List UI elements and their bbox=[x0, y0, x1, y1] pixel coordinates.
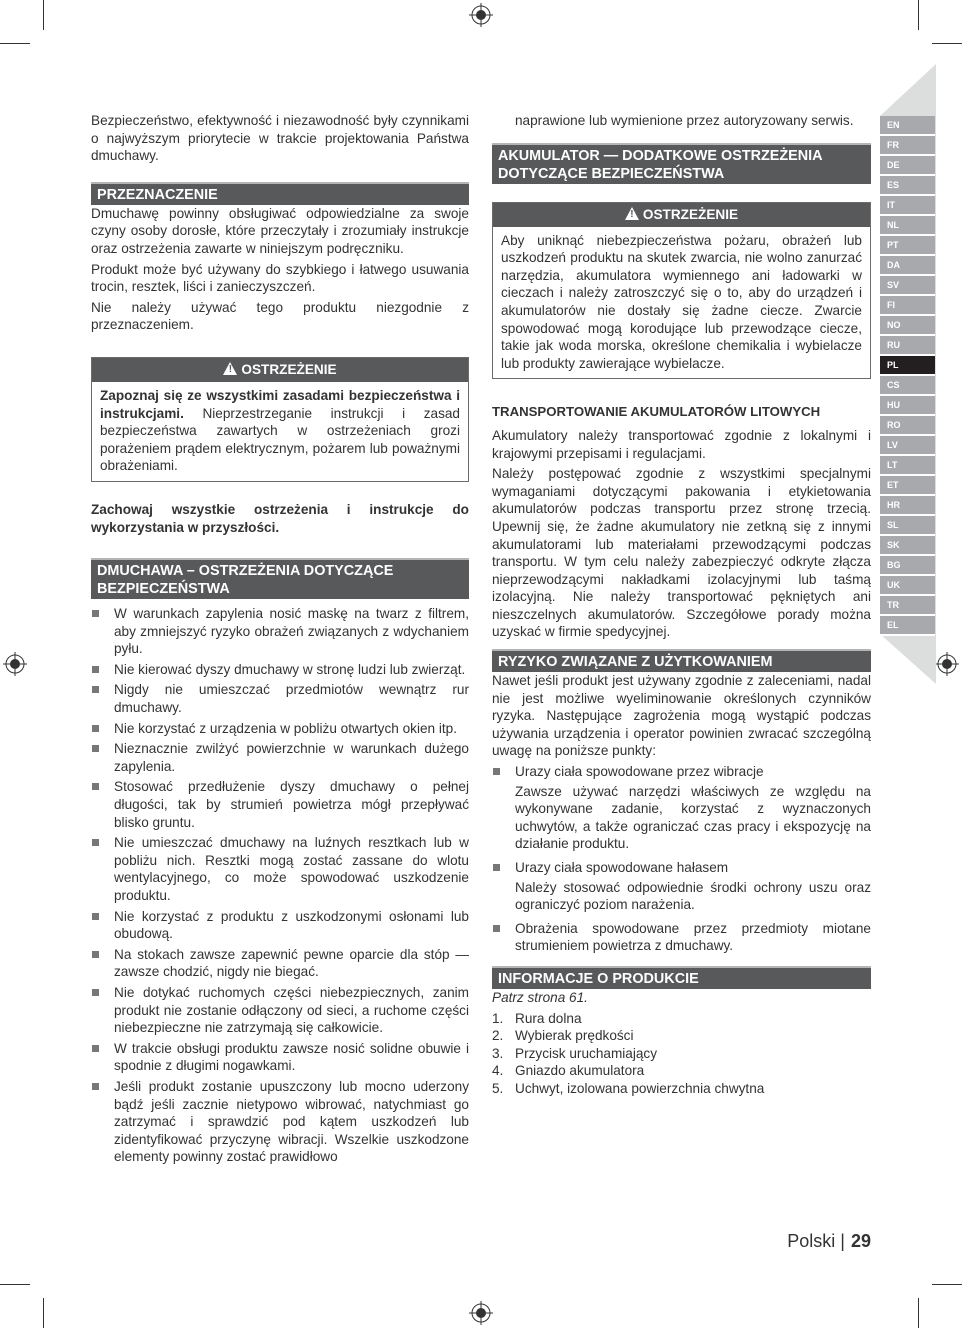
warning-body bbox=[92, 382, 468, 481]
warning-triangle-icon: ! bbox=[625, 207, 639, 220]
registration-mark-icon bbox=[3, 652, 27, 676]
list-item bbox=[492, 1045, 871, 1063]
list-item bbox=[492, 859, 871, 914]
list-item: Nigdy nie umieszczać przedmiotów wewnątrz rur dmuchawy. bbox=[91, 681, 469, 716]
warning-bold-text: Zapoznaj się ze wszystkimi zasadami bezpieczeństwa i instrukcjami. bbox=[100, 387, 460, 421]
crop-mark bbox=[932, 1284, 962, 1285]
list-item bbox=[492, 1062, 871, 1080]
paragraph: Nie należy używać tego produktu niezgodnie z przeznaczeniem. bbox=[91, 299, 469, 333]
warning-body bbox=[493, 227, 870, 379]
item-number: 3. bbox=[492, 1045, 504, 1061]
list-item: Nie korzystać z urządzenia w pobliżu otwartych okien itp. bbox=[91, 720, 469, 738]
crop-mark bbox=[43, 1298, 44, 1328]
language-tab-et[interactable]: ET bbox=[880, 476, 935, 496]
language-tab-hr[interactable]: HR bbox=[880, 496, 935, 516]
item-number: 4. bbox=[492, 1063, 504, 1079]
list-item bbox=[492, 763, 871, 853]
risk-title: Urazy ciała spowodowane hałasem bbox=[515, 860, 729, 875]
product-parts-list bbox=[492, 1010, 871, 1098]
item-label: Uchwyt, izolowana powierzchnia chwytna bbox=[515, 1080, 765, 1096]
page-number: 29 bbox=[850, 1231, 871, 1251]
section-heading-informacje: INFORMACJE O PRODUKCIE bbox=[492, 966, 871, 989]
crop-mark bbox=[0, 1284, 30, 1285]
continued-paragraph: naprawione lub wymienione przez autoryzowany serwis. bbox=[515, 113, 854, 128]
footer-language: Polski | bbox=[787, 1231, 845, 1251]
language-tabs bbox=[880, 116, 935, 636]
language-tab-en[interactable]: EN bbox=[880, 116, 935, 136]
list-item bbox=[492, 920, 871, 955]
language-tab-no[interactable]: NO bbox=[880, 316, 935, 336]
crop-mark bbox=[932, 43, 962, 44]
warning-title: OSTRZEŻENIE bbox=[241, 361, 337, 377]
paragraph: Dmuchawę powinny obsługiwać odpowiedzialne za swoje czyny osoby dorosłe, które przeczytały i zrozumiały instrukcje oraz ostrzeżenia zawarte w niniejszym podręczniku. bbox=[91, 205, 469, 256]
language-tab-tr[interactable]: TR bbox=[880, 596, 935, 616]
language-tab-bg[interactable]: BG bbox=[880, 556, 935, 576]
language-tab-sv[interactable]: SV bbox=[880, 276, 935, 296]
paragraph: Akumulatory należy transportować zgodnie z lokalnymi i krajowymi przepisami i regulacjami. bbox=[492, 427, 871, 461]
warning-text: Aby uniknąć niebezpieczeństwa pożaru, obrażeń lub uszkodzeń produktu na skutek zwarcia, nie wolno zanurzać narzędzia, akumulatora wymiennego ani ładowarki w cieczach i należy zatroszczyć się o to, aby do urządzeń i akumulatorów nie dostały się żadne ciecze. Zwarcie spowodować mogą korodujące lub przewodzące ciecze, takie jak woda morska, określone chemikalia i wybielacze lub produkty zawierające wybielacze. bbox=[501, 232, 862, 371]
warning-box bbox=[492, 202, 871, 380]
keep-instructions: Zachowaj wszystkie ostrzeżenia i instrukcje do wykorzystania w przyszłości. bbox=[91, 501, 469, 535]
language-tab-it[interactable]: IT bbox=[880, 196, 935, 216]
language-tab-sl[interactable]: SL bbox=[880, 516, 935, 536]
language-tab-es[interactable]: ES bbox=[880, 176, 935, 196]
list-item bbox=[492, 1010, 871, 1028]
risk-list bbox=[492, 763, 871, 955]
list-item bbox=[492, 1080, 871, 1098]
crop-mark bbox=[918, 0, 919, 30]
language-tab-fr[interactable]: FR bbox=[880, 136, 935, 156]
right-column bbox=[492, 112, 871, 1098]
safety-list bbox=[91, 605, 469, 1166]
list-item: Stosować przedłużenie dyszy dmuchawy o pełnej długości, tak by strumień powietrza mógł przepływać blisko gruntu. bbox=[91, 778, 469, 831]
language-tab-el[interactable]: EL bbox=[880, 616, 935, 636]
warning-box bbox=[91, 357, 469, 482]
language-tab-hu[interactable]: HU bbox=[880, 396, 935, 416]
language-tab-de[interactable]: DE bbox=[880, 156, 935, 176]
section-heading-przeznaczenie: PRZEZNACZENIE bbox=[91, 182, 469, 205]
crop-mark bbox=[918, 1298, 919, 1328]
language-tab-ru[interactable]: RU bbox=[880, 336, 935, 356]
list-item: Nieznacznie zwilżyć powierzchnie w warunkach dużego zapylenia. bbox=[91, 740, 469, 775]
language-tab-cs[interactable]: CS bbox=[880, 376, 935, 396]
section-heading-ryzyko: RYZYKO ZWIĄZANE Z UŻYTKOWANIEM bbox=[492, 649, 871, 672]
risk-title: Urazy ciała spowodowane przez wibracje bbox=[515, 764, 764, 780]
registration-mark-icon bbox=[469, 1301, 493, 1325]
language-tab-da[interactable]: DA bbox=[880, 256, 935, 276]
list-item: Nie umieszczać dmuchawy na luźnych resztkach lub w pobliżu nich. Resztki mogą zostać zassane do wlotu wentylacyjnego, co może spowodować uszkodzenie produktu. bbox=[91, 834, 469, 904]
crop-mark bbox=[0, 43, 30, 44]
section-heading-dmuchawa: DMUCHAWA – OSTRZEŻENIA DOTYCZĄCE BEZPIECZEŃSTWA bbox=[91, 558, 469, 599]
list-item: W trakcie obsługi produktu zawsze nosić solidne obuwie i spodnie z długimi nogawkami. bbox=[91, 1040, 469, 1075]
subheading-transport: TRANSPORTOWANIE AKUMULATORÓW LITOWYCH bbox=[492, 404, 821, 420]
list-item bbox=[492, 1027, 871, 1045]
language-tab-sk[interactable]: SK bbox=[880, 536, 935, 556]
warning-triangle-icon: ! bbox=[223, 362, 237, 375]
paragraph: Należy postępować zgodnie z wszystkimi specjalnymi wymaganiami dotyczącymi pakowania i etykietowania akumulatorów podczas transportu przez stronę trzecią. Upewnij się, że żadne akumulatory nie zetkną się z innymi akumulatorami lub materiałami przewodzącymi podczas transportu. W tym celu należy zabezpieczyć odkryte złącza nieprzewodzącymi nakładkami izolacyjnymi lub taśmą izolacyjną. Nie należy transportować pękniętych ani nieszczelnych akumulatorów. Szczegółowe porady można uzyskać w firmie spedycyjnej. bbox=[492, 466, 871, 640]
item-number: 1. bbox=[492, 1010, 504, 1026]
list-item: Nie kierować dyszy dmuchawy w stronę ludzi lub zwierząt. bbox=[91, 661, 469, 679]
paragraph: Produkt może być używany do szybkiego i łatwego usuwania trocin, resztek, liści i zanieczyszczeń. bbox=[91, 261, 469, 295]
warning-header bbox=[92, 358, 468, 382]
language-tab-ro[interactable]: RO bbox=[880, 416, 935, 436]
list-item: Na stokach zawsze zapewnić pewne oparcie dla stóp — zawsze chodzić, nigdy nie biegać. bbox=[91, 946, 469, 981]
intro-paragraph: Bezpieczeństwo, efektywność i niezawodność były czynnikami o najwyższym priorytecie w trakcie projektowania Państwa dmuchawy. bbox=[91, 113, 469, 164]
list-item: W warunkach zapylenia nosić maskę na twarz z filtrem, aby zmniejszyć ryzyko obrażeń związanych z wdychaniem pyłu. bbox=[91, 605, 469, 658]
item-label: Rura dolna bbox=[515, 1010, 582, 1026]
page-reference: Patrz strona 61. bbox=[492, 989, 588, 1005]
language-tab-pt[interactable]: PT bbox=[880, 236, 935, 256]
language-tab-nl[interactable]: NL bbox=[880, 216, 935, 236]
item-label: Gniazdo akumulatora bbox=[515, 1063, 645, 1079]
language-tab-uk[interactable]: UK bbox=[880, 576, 935, 596]
left-column bbox=[91, 112, 469, 1169]
item-number: 5. bbox=[492, 1080, 504, 1096]
risk-title: Obrażenia spowodowane przez przedmioty miotane strumieniem powietrza z dmuchawy. bbox=[515, 920, 871, 954]
item-label: Wybierak prędkości bbox=[515, 1028, 634, 1044]
language-tab-lt[interactable]: LT bbox=[880, 456, 935, 476]
paragraph: Nawet jeśli produkt jest używany zgodnie z zaleceniami, nadal nie jest możliwe wyeliminowanie określonych czynników ryzyka. Następujące zagrożenia mogą wystąpić podczas używania urządzenia i operator powinien zwracać szczególną uwagę na poniższe punkty: bbox=[492, 673, 871, 759]
registration-mark-icon bbox=[469, 3, 493, 27]
item-label: Przycisk uruchamiający bbox=[515, 1045, 658, 1061]
item-number: 2. bbox=[492, 1028, 504, 1044]
language-tab-fi[interactable]: FI bbox=[880, 296, 935, 316]
risk-text: Zawsze używać narzędzi właściwych ze względu na wykonywane zadanie, korzystać z wyznaczonych uchwytów, a także ograniczać czas pracy i ekspozycję na działanie produktu. bbox=[515, 783, 871, 852]
warning-title: OSTRZEŻENIE bbox=[642, 206, 739, 222]
list-item: Jeśli produkt zostanie upuszczony lub mocno uderzony bądź jeśli zacznie nietypowo wibrować, natychmiast go zatrzymać i sprawdzić pod kątem uszkodzeń lub zidentyfikować przyczynę wibracji. Wszelkie uszkodzone elementy powinny zostać prawidłowo bbox=[91, 1078, 469, 1166]
risk-text: Należy stosować odpowiednie środki ochrony uszu oraz ograniczyć poziom narażenia. bbox=[515, 879, 871, 913]
crop-mark bbox=[43, 0, 44, 30]
language-tab-pl[interactable]: PL bbox=[880, 356, 935, 376]
list-item: Nie korzystać z produktu z uszkodzonymi osłonami lub obudową. bbox=[91, 908, 469, 943]
list-item: Nie dotykać ruchomych części niebezpiecznych, zanim produkt nie zostanie odłączony od sieci, a ruchome części niebezpieczne nie zatrzymają się całkowicie. bbox=[91, 984, 469, 1037]
language-tab-lv[interactable]: LV bbox=[880, 436, 935, 456]
warning-header bbox=[493, 203, 870, 227]
page-footer bbox=[787, 1230, 871, 1252]
warning-text: Nieprzestrzeganie instrukcji i zasad bezpieczeństwa zawartych w ostrzeżeniach grozi porażeniem prądem elektrycznym, pożarem lub poważnymi obrażeniami. bbox=[100, 405, 460, 474]
section-heading-akumulator: AKUMULATOR — DODATKOWE OSTRZEŻENIA DOTYCZĄCE BEZPIECZEŃSTWA bbox=[492, 143, 871, 184]
registration-mark-icon bbox=[935, 652, 959, 676]
